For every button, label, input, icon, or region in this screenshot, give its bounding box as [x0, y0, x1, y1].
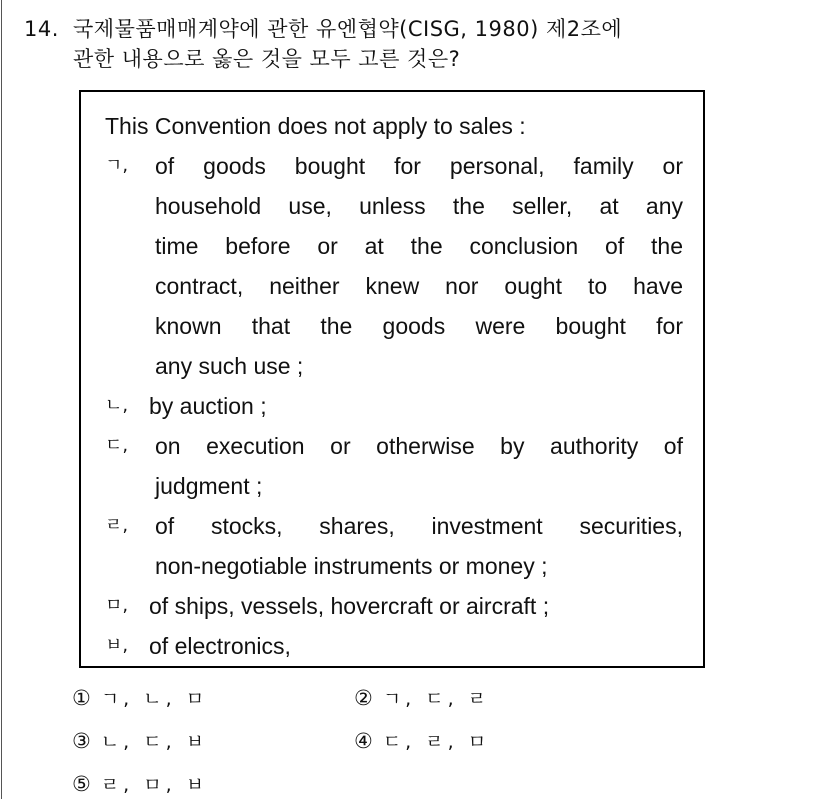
clause-text	[149, 626, 683, 666]
clause-bieup	[105, 626, 683, 666]
clause-line: of goods bought for personal, family or	[155, 153, 683, 179]
clause-line: of ships, vessels, hovercraft or aircraft ;	[149, 593, 550, 619]
option-5[interactable]	[72, 769, 208, 800]
clause-digeut	[105, 426, 683, 506]
clause-text	[149, 386, 683, 426]
question-stem-line-1: 국제물품매매계약에 관한 유엔협약(CISG, 1980) 제2조에	[73, 17, 623, 41]
clause-line: non-negotiable instruments or money ;	[155, 553, 548, 579]
page-left-border	[1, 0, 2, 799]
option-1[interactable]	[72, 683, 208, 714]
clause-nieun	[105, 386, 683, 426]
clause-text	[155, 426, 683, 506]
question-stem	[73, 14, 743, 74]
clause-text	[155, 146, 683, 386]
option-text: ㄴ, ㄷ, ㅂ	[100, 731, 209, 753]
option-text: ㄷ, ㄹ, ㅁ	[382, 731, 491, 753]
clause-giyeok	[105, 146, 683, 386]
clause-line: judgment ;	[155, 473, 263, 499]
clause-line: time before or at the conclusion of the	[155, 233, 683, 259]
clause-marker: ㄱ,	[105, 155, 129, 176]
clause-text	[155, 506, 683, 586]
clause-rieul	[105, 506, 683, 586]
option-3[interactable]	[72, 726, 208, 757]
option-number: ①	[72, 686, 91, 710]
clause-line: any such use ;	[155, 353, 304, 379]
clause-line: of stocks, shares, investment securities,	[155, 513, 683, 539]
clause-marker: ㄷ,	[105, 435, 129, 456]
clause-line: contract, neither knew nor ought to have	[155, 273, 683, 299]
option-number: ③	[72, 729, 91, 753]
clause-line: by auction ;	[149, 393, 267, 419]
clause-line: of electronics,	[149, 633, 291, 659]
option-text: ㄱ, ㄷ, ㄹ	[382, 688, 491, 710]
option-2[interactable]	[354, 683, 490, 714]
clause-line: household use, unless the seller, at any	[155, 193, 683, 219]
clause-line: on execution or otherwise by authority of	[155, 433, 683, 459]
passage-intro: This Convention does not apply to sales :	[105, 113, 526, 139]
option-4[interactable]	[354, 726, 490, 757]
option-number: ②	[354, 686, 373, 710]
option-number: ④	[354, 729, 373, 753]
clause-marker: ㅁ,	[105, 595, 129, 616]
clause-text	[149, 586, 683, 626]
passage-box	[79, 90, 705, 668]
option-text: ㄹ, ㅁ, ㅂ	[100, 774, 209, 796]
question-stem-line-2: 관한 내용으로 옳은 것을 모두 고른 것은?	[73, 47, 461, 71]
clause-mieum	[105, 586, 683, 626]
option-text: ㄱ, ㄴ, ㅁ	[100, 688, 209, 710]
question-number: 14.	[24, 17, 59, 41]
option-number: ⑤	[72, 772, 91, 796]
clause-line: known that the goods were bought for	[155, 313, 683, 339]
clause-marker: ㄴ,	[105, 395, 129, 416]
clause-marker: ㄹ,	[105, 515, 129, 536]
clause-marker: ㅂ,	[105, 635, 129, 656]
